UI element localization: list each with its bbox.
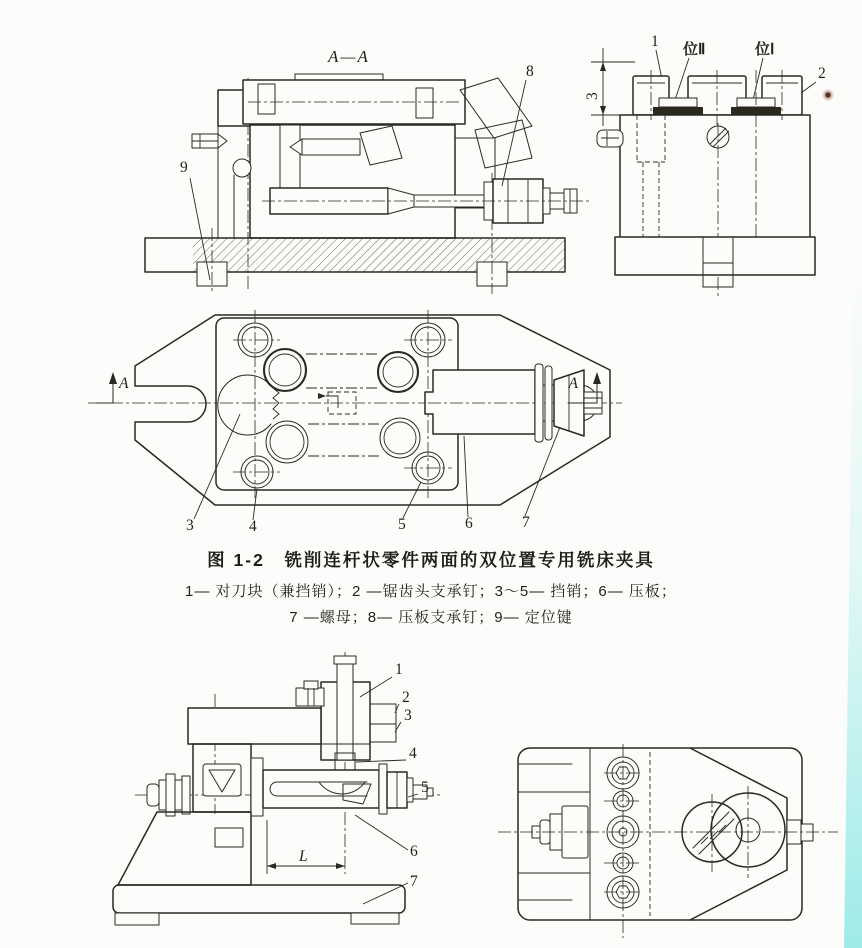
section-title: A—A bbox=[328, 47, 370, 66]
clamp-bar bbox=[263, 770, 379, 808]
base-plate-2 bbox=[113, 885, 405, 913]
callout2-2: 2 bbox=[402, 689, 410, 706]
dimension-l: L bbox=[299, 848, 308, 865]
callout-1: 1 bbox=[651, 33, 659, 50]
ball-pin bbox=[233, 159, 251, 177]
front-view-drawing-2 bbox=[105, 652, 450, 948]
section-arrow-a-right: A bbox=[568, 375, 578, 392]
foot-right bbox=[351, 913, 399, 924]
slotted-head bbox=[296, 688, 324, 706]
scan-speck bbox=[822, 89, 834, 101]
callout-5: 5 bbox=[398, 516, 406, 533]
base-plate-hatch bbox=[193, 238, 565, 272]
callout-8: 8 bbox=[526, 63, 534, 80]
position-ii-label: 位Ⅱ bbox=[683, 41, 706, 58]
position-i-label: 位Ⅰ bbox=[755, 41, 775, 58]
end-cap bbox=[147, 784, 159, 806]
callout2-7: 7 bbox=[410, 873, 418, 890]
fixture-body-side bbox=[620, 115, 810, 240]
side-block-upper bbox=[370, 704, 396, 724]
top-view-drawing-2 bbox=[498, 740, 850, 942]
figure-legend-line2: 7 —螺母；8— 压板支承钉；9— 定位键 bbox=[289, 609, 573, 626]
base-plate-side bbox=[615, 237, 815, 275]
screw-shank bbox=[337, 662, 353, 760]
side-view-drawing bbox=[585, 30, 857, 308]
callout-2: 2 bbox=[818, 65, 826, 82]
adjust-screw bbox=[302, 139, 360, 155]
plan-view-drawing bbox=[88, 296, 622, 544]
side-block-lower bbox=[370, 724, 396, 742]
section-arrow-a-left: A bbox=[119, 375, 129, 392]
washer-plate bbox=[251, 758, 263, 816]
side-plug bbox=[597, 130, 623, 147]
workpiece-big-end-left bbox=[266, 421, 308, 463]
support-block bbox=[475, 120, 532, 168]
figure-legend-line1: 1— 对刀块（兼挡销）；2 —锯齿头支承钉；3～5— 挡销；6— 压板； bbox=[185, 583, 677, 600]
callout2-6: 6 bbox=[410, 843, 418, 860]
callout-9: 9 bbox=[180, 159, 188, 176]
callout2-3: 3 bbox=[404, 707, 412, 724]
stop-pin-3 bbox=[218, 375, 271, 435]
callout-6: 6 bbox=[465, 515, 473, 532]
fixture-arm bbox=[188, 708, 321, 744]
pin-channel bbox=[280, 125, 300, 193]
side-pin-tip bbox=[218, 134, 227, 148]
clamp-lever bbox=[425, 370, 535, 434]
fixture-body-top bbox=[216, 318, 458, 490]
workpiece-big-end-right bbox=[380, 418, 420, 458]
callout-4: 4 bbox=[249, 518, 257, 535]
screw-cap bbox=[334, 656, 356, 664]
screw-seat bbox=[360, 126, 402, 165]
foot-left bbox=[115, 913, 159, 925]
section-a-a-drawing bbox=[130, 38, 600, 300]
callout2-5: 5 bbox=[421, 779, 429, 796]
figure-caption: 图 1-2 铣削连杆状零件两面的双位置专用铣床夹具 bbox=[207, 550, 655, 570]
pressure-plate bbox=[460, 78, 532, 138]
workpiece-position-ii bbox=[653, 107, 703, 115]
spherical-washer bbox=[535, 364, 543, 442]
support-column bbox=[118, 812, 251, 885]
callout-3: 3 bbox=[186, 517, 194, 534]
column-window bbox=[215, 828, 243, 847]
workpiece-small-end-right bbox=[378, 352, 418, 392]
callout-7: 7 bbox=[522, 514, 530, 531]
dimension-3: 3 bbox=[584, 92, 601, 100]
callout2-1: 1 bbox=[395, 661, 403, 678]
callout2-4: 4 bbox=[409, 745, 417, 762]
